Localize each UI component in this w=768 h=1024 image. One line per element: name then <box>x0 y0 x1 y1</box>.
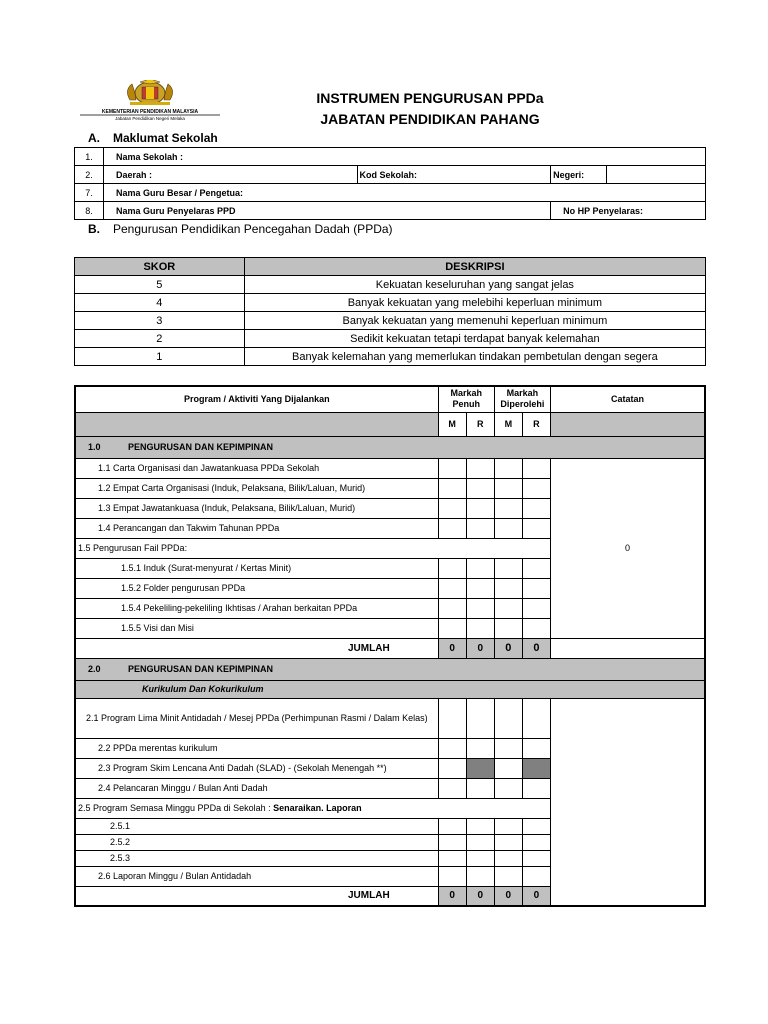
item-label-text: 2.5 Program Semasa Minggu PPDa di Sekolah : <box>78 803 274 813</box>
school-info-row <box>75 148 706 166</box>
description-header: DESKRIPSI <box>244 258 705 276</box>
score-cell[interactable] <box>466 498 494 518</box>
total-value: 0 <box>494 886 522 906</box>
score-cell[interactable] <box>438 498 466 518</box>
col-m: M <box>494 412 522 436</box>
score-value: 1 <box>75 348 245 366</box>
score-cell[interactable] <box>494 866 522 886</box>
score-cell[interactable] <box>494 578 522 598</box>
score-cell[interactable] <box>466 618 494 638</box>
obtained-marks-header-line1: Markah <box>506 388 539 399</box>
subitem-label: 1.5.4 Pekeliling-pekeliling Ikhtisas / Arahan berkaitan PPDa <box>75 598 438 618</box>
score-cell[interactable] <box>438 818 466 834</box>
score-cell[interactable] <box>438 834 466 850</box>
item-label: 2.2 PPDa merentas kurikulum <box>75 738 438 758</box>
school-name-field[interactable] <box>103 148 705 166</box>
school-info-row <box>75 166 706 184</box>
score-cell[interactable] <box>494 458 522 478</box>
score-cell[interactable] <box>466 698 494 738</box>
subitem-label: 2.5.2 <box>75 834 438 850</box>
item-label: 1.4 Perancangan dan Takwim Tahunan PPDa <box>75 518 438 538</box>
disabled-score-cell <box>522 758 550 778</box>
score-cell[interactable] <box>522 818 550 834</box>
score-row <box>75 312 706 330</box>
score-cell[interactable] <box>494 738 522 758</box>
total-value: 0 <box>522 886 550 906</box>
score-cell[interactable] <box>466 834 494 850</box>
score-description: Banyak kekuatan yang memenuhi keperluan minimum <box>244 312 705 330</box>
score-value: 2 <box>75 330 245 348</box>
logo-caption-department: Jabatan Pendidikan Negeri Melaka <box>115 116 185 121</box>
item-label: 1.5 Pengurusan Fail PPDa: <box>75 538 550 558</box>
subsection-title: Kurikulum Dan Kokurikulum <box>75 680 705 698</box>
table-header-row <box>75 386 705 412</box>
score-table <box>74 257 706 366</box>
total-value: 0 <box>466 886 494 906</box>
score-description: Banyak kekuatan yang melebihi keperluan minimum <box>244 294 705 312</box>
document-subtitle: JABATAN PENDIDIKAN PAHANG <box>320 111 540 127</box>
score-cell[interactable] <box>522 578 550 598</box>
total-value: 0 <box>494 638 522 658</box>
score-value: 3 <box>75 312 245 330</box>
score-cell[interactable] <box>522 834 550 850</box>
score-description: Kekuatan keseluruhan yang sangat jelas <box>244 276 705 294</box>
total-value: 0 <box>466 638 494 658</box>
score-cell[interactable] <box>438 850 466 866</box>
score-row <box>75 294 706 312</box>
col-r: R <box>466 412 494 436</box>
row-number: 2. <box>75 166 104 184</box>
item-label-emphasis: Senaraikan. Laporan <box>273 803 362 813</box>
district-label: Daerah : <box>115 169 152 180</box>
section-header-row <box>75 436 705 458</box>
table-row <box>75 698 705 738</box>
score-cell[interactable] <box>522 698 550 738</box>
score-cell[interactable] <box>438 518 466 538</box>
item-label: 2.4 Pelancaran Minggu / Bulan Anti Dadah <box>75 778 438 798</box>
obtained-marks-header-line2: Diperolehi <box>500 399 545 410</box>
section-a-title: Maklumat Sekolah <box>113 131 218 145</box>
item-label: 1.1 Carta Organisasi dan Jawatankuasa PPDa Sekolah <box>75 458 438 478</box>
score-table-header <box>75 258 706 276</box>
notes-cell[interactable] <box>550 698 705 906</box>
score-cell[interactable] <box>466 458 494 478</box>
total-value: 0 <box>438 886 466 906</box>
score-description: Banyak kelemahan yang memerlukan tindakan pembetulan dengan segera <box>244 348 705 366</box>
score-cell[interactable] <box>522 498 550 518</box>
score-value: 5 <box>75 276 245 294</box>
score-cell[interactable] <box>438 738 466 758</box>
state-label-cell: Negeri: <box>551 166 607 184</box>
notes-cell[interactable]: 0 <box>550 458 705 638</box>
item-label: 1.2 Empat Carta Organisasi (Induk, Pelaksana, Bilik/Laluan, Murid) <box>75 478 438 498</box>
subsection-header-row <box>75 680 705 698</box>
full-marks-header-line2: Penuh <box>452 399 480 410</box>
section-2-title: PENGURUSAN DAN KEPIMPINAN <box>128 664 274 674</box>
disabled-score-cell <box>466 758 494 778</box>
total-label: JUMLAH <box>75 638 438 658</box>
subitem-label: 1.5.2 Folder pengurusan PPDa <box>75 578 438 598</box>
program-header: Program / Aktiviti Yang Dijalankan <box>75 386 438 412</box>
logo-caption-ministry: KEMENTERIAN PENDIDIKAN MALAYSIA <box>101 109 199 115</box>
section-b-title: Pengurusan Pendidikan Pencegahan Dadah (PPDa) <box>113 222 393 236</box>
full-marks-header <box>438 386 494 412</box>
score-cell[interactable] <box>466 598 494 618</box>
score-cell[interactable] <box>466 578 494 598</box>
item-label: 1.3 Empat Jawatankuasa (Induk, Pelaksana, Bilik/Laluan, Murid) <box>75 498 438 518</box>
score-cell[interactable] <box>438 758 466 778</box>
row-number: 8. <box>75 202 104 220</box>
section-b-label: B. <box>88 222 100 236</box>
row-number: 1. <box>75 148 104 166</box>
item-label <box>75 798 550 818</box>
score-cell[interactable] <box>438 778 466 798</box>
score-cell[interactable] <box>438 458 466 478</box>
total-value: 0 <box>438 638 466 658</box>
score-cell[interactable] <box>522 778 550 798</box>
score-cell[interactable] <box>438 866 466 886</box>
section-2-header <box>75 658 705 680</box>
score-cell[interactable] <box>494 850 522 866</box>
score-cell[interactable] <box>466 850 494 866</box>
school-code-label: Kod Sekolah: <box>359 169 418 180</box>
subitem-label: 2.5.1 <box>75 818 438 834</box>
subheader-blank <box>75 412 438 436</box>
table-row <box>75 458 705 478</box>
score-header: SKOR <box>75 258 245 276</box>
score-cell[interactable] <box>466 866 494 886</box>
coordinator-name-field[interactable] <box>103 202 550 220</box>
table-subheader-row <box>75 412 705 436</box>
subitem-label: 1.5.5 Visi dan Misi <box>75 618 438 638</box>
score-value: 4 <box>75 294 245 312</box>
coordinator-phone-label: No HP Penyelaras: <box>563 205 644 216</box>
school-name-label: Nama Sekolah : <box>115 151 183 162</box>
score-cell[interactable] <box>494 598 522 618</box>
row-number: 7. <box>75 184 104 202</box>
score-cell[interactable] <box>494 698 522 738</box>
district-field[interactable] <box>103 166 357 184</box>
score-cell[interactable] <box>522 850 550 866</box>
school-info-row <box>75 184 706 202</box>
coordinator-name-label: Nama Guru Penyelaras PPD <box>115 205 236 216</box>
section-a-label: A. <box>88 131 100 145</box>
section-1-number: 1.0 <box>88 442 101 452</box>
score-cell[interactable] <box>522 478 550 498</box>
total-label: JUMLAH <box>75 886 438 906</box>
score-cell[interactable] <box>494 618 522 638</box>
subheader-blank <box>550 412 705 436</box>
score-row <box>75 276 706 294</box>
score-cell[interactable] <box>466 738 494 758</box>
score-row <box>75 348 706 366</box>
score-row <box>75 330 706 348</box>
score-cell[interactable] <box>522 866 550 886</box>
score-cell[interactable] <box>494 518 522 538</box>
col-m: M <box>438 412 466 436</box>
notes-header: Catatan <box>550 386 705 412</box>
school-code-field[interactable] <box>357 166 551 184</box>
score-cell[interactable] <box>494 778 522 798</box>
item-label: 2.1 Program Lima Minit Antidadah / Mesej PPDa (Perhimpunan Rasmi / Dalam Kelas) <box>75 698 438 738</box>
score-cell[interactable] <box>466 518 494 538</box>
document-title: INSTRUMEN PENGURUSAN PPDa <box>316 90 544 106</box>
score-description: Sedikit kekuatan tetapi terdapat banyak kelemahan <box>244 330 705 348</box>
score-cell[interactable] <box>466 478 494 498</box>
obtained-marks-header <box>494 386 550 412</box>
score-cell[interactable] <box>522 598 550 618</box>
score-cell[interactable] <box>522 518 550 538</box>
full-marks-header-line1: Markah <box>450 388 482 399</box>
score-cell[interactable] <box>438 478 466 498</box>
score-cell[interactable] <box>494 478 522 498</box>
score-cell[interactable] <box>438 698 466 738</box>
score-cell[interactable] <box>522 558 550 578</box>
subitem-label: 2.5.3 <box>75 850 438 866</box>
assessment-table <box>74 385 706 907</box>
section-1-title: PENGURUSAN DAN KEPIMPINAN <box>128 442 274 452</box>
total-notes-blank <box>550 638 705 658</box>
state-field[interactable] <box>607 166 706 184</box>
score-cell[interactable] <box>494 758 522 778</box>
col-r: R <box>522 412 550 436</box>
score-cell[interactable] <box>466 818 494 834</box>
subitem-label: 1.5.1 Induk (Surat-menyurat / Kertas Minit) <box>75 558 438 578</box>
score-cell[interactable] <box>438 598 466 618</box>
coordinator-phone-field[interactable] <box>551 202 706 220</box>
item-label: 2.6 Laporan Minggu / Bulan Antidadah <box>75 866 438 886</box>
score-cell[interactable] <box>466 778 494 798</box>
total-value: 0 <box>522 638 550 658</box>
school-info-table <box>74 147 706 220</box>
score-cell[interactable] <box>494 834 522 850</box>
score-cell[interactable] <box>494 498 522 518</box>
score-cell[interactable] <box>494 558 522 578</box>
score-cell[interactable] <box>522 458 550 478</box>
section-header-row <box>75 658 705 680</box>
score-cell[interactable] <box>522 618 550 638</box>
section-1-header <box>75 436 705 458</box>
score-cell[interactable] <box>438 558 466 578</box>
school-info-row <box>75 202 706 220</box>
score-cell[interactable] <box>522 738 550 758</box>
score-cell[interactable] <box>494 818 522 834</box>
score-cell[interactable] <box>466 558 494 578</box>
item-label: 2.3 Program Skim Lencana Anti Dadah (SLAD) - (Sekolah Menengah **) <box>75 758 438 778</box>
section-2-number: 2.0 <box>88 664 101 674</box>
total-row <box>75 638 705 658</box>
score-cell[interactable] <box>438 618 466 638</box>
principal-name-label: Nama Guru Besar / Pengetua: <box>115 187 243 198</box>
score-cell[interactable] <box>438 578 466 598</box>
principal-name-field[interactable] <box>103 184 705 202</box>
